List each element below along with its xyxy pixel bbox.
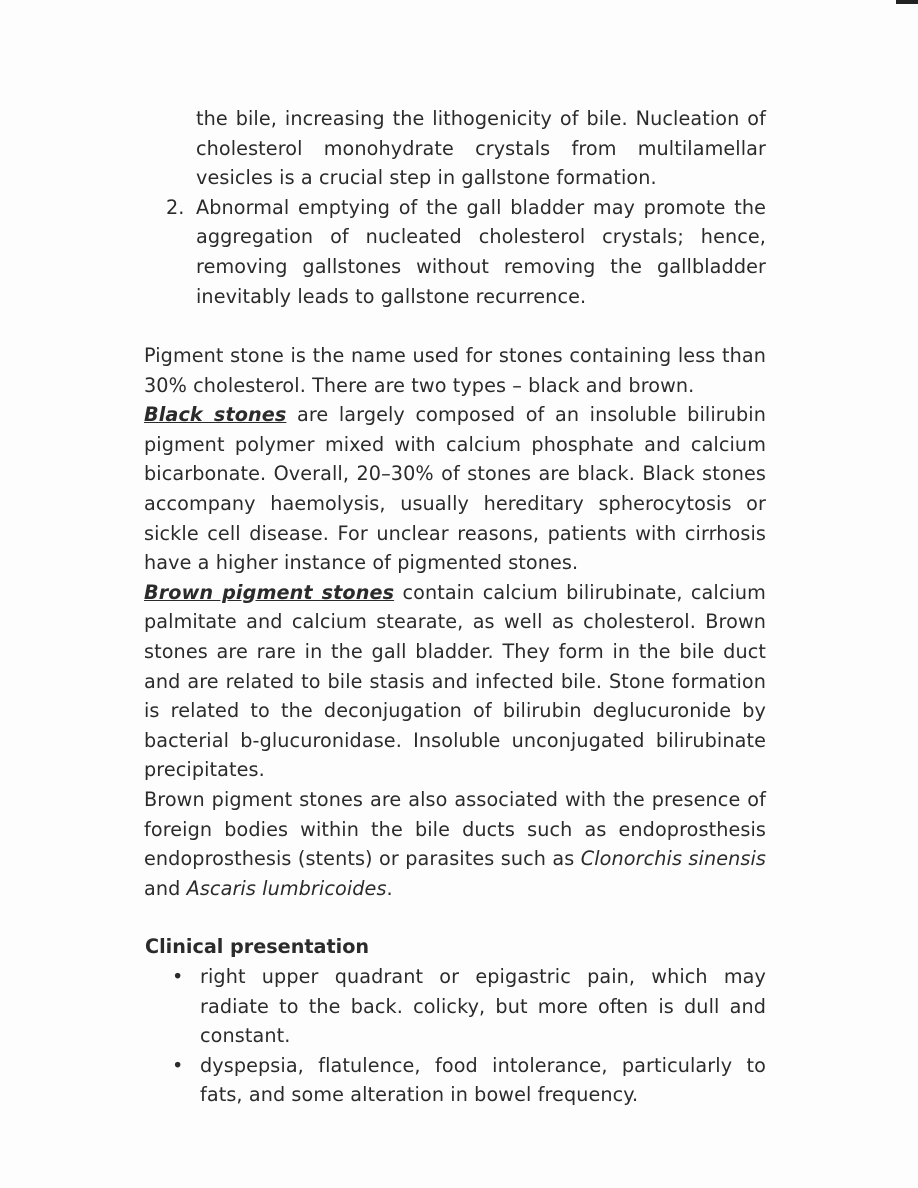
brown-stones-text: contain calcium bilirubinate, calcium palmitate and calcium stearate, as well as cholesterol. Brown stones are rare in the gall bladder. They form in the bile duct and are related to bile stasis and infected bile. Stone formation is related to the deconjugation of bilirubin deglucuronide by bacterial b-glucuronidase. Insoluble unconjugated bilirubinate precipitates. [144, 580, 766, 782]
brown-association-paragraph [144, 785, 766, 903]
pigment-stones-section [144, 341, 766, 903]
section-heading: Clinical presentation [145, 935, 370, 958]
list-item-text: the bile, increasing the lithogenicity of bile. Nucleation of cholesterol monohydrate crystals from multilamellar vesicles is a crucial step in gallstone formation. [196, 107, 766, 190]
brown-stones-paragraph [144, 578, 766, 785]
scan-edge-mark [896, 0, 918, 4]
bullet-text: dyspepsia, flatulence, food intolerance, particularly to fats, and some alteration in bowel frequency. [200, 1053, 766, 1107]
bullet-text: right upper quadrant or epigastric pain, which may radiate to the back. colicky, but more often is dull and constant. [200, 965, 766, 1048]
list-number: 2. [166, 195, 185, 219]
pigment-intro-paragraph: Pigment stone is the name used for stones containing less than 30% cholesterol. There are two types – black and brown. [144, 344, 766, 397]
black-stones-paragraph [144, 400, 766, 578]
list-item [166, 193, 766, 311]
brown-association-text: Brown pigment stones are also associated with the presence of foreign bodies within the bile ducts such as endoprosthesis endoprosthesis (stents) or parasites such as [144, 787, 766, 871]
list-item-text: Abnormal emptying of the gall bladder may promote the aggregation of nucleated cholesterol crystals; hence, removing gallstones without removing the gallbladder inevitably leads to gallstone recurrence. [196, 195, 766, 308]
bullet-list [172, 962, 766, 1110]
sentence-end: . [386, 876, 393, 900]
species-clonorchis: Clonorchis sinensis [580, 847, 767, 871]
brown-stones-label: Brown pigment stones [144, 580, 395, 604]
conjunction: and [144, 876, 187, 900]
numbered-list [166, 104, 766, 311]
bullet-icon: • [172, 965, 184, 988]
species-ascaris: Ascaris lumbricoides [186, 876, 387, 900]
list-item [172, 962, 766, 1051]
black-stones-label: Black stones [144, 403, 287, 427]
list-item [196, 104, 766, 193]
bullet-icon: • [172, 1053, 184, 1077]
list-item [172, 1051, 766, 1110]
black-stones-text: are largely composed of an insoluble bilirubin pigment polymer mixed with calcium phosphate and calcium bicarbonate. Overall, 20–30% of stones are black. Black stones accompany haemolysis, usually hereditary spherocytosis or sickle cell disease. For unclear reasons, patients with cirrhosis have a higher instance of pigmented stones. [144, 403, 766, 575]
